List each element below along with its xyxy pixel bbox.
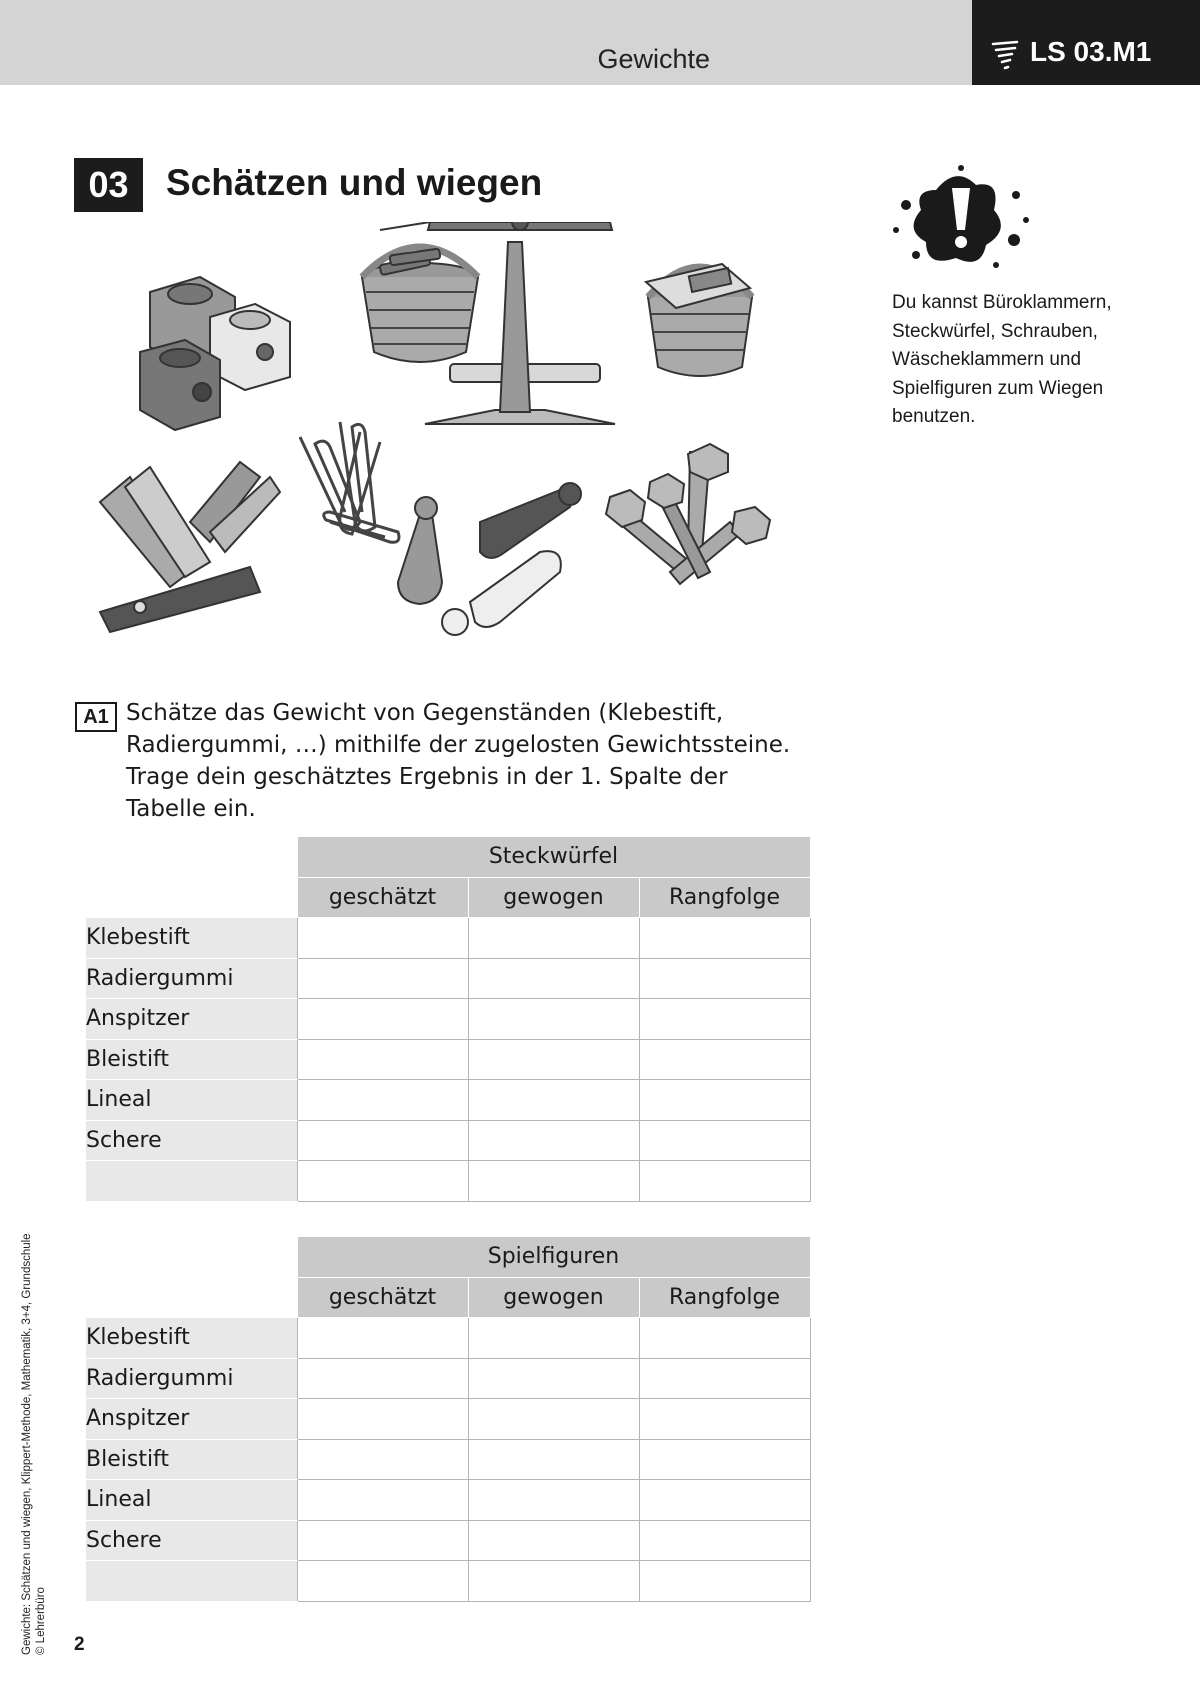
weighed-cell[interactable] bbox=[468, 1039, 639, 1080]
column-header: gewogen bbox=[468, 1277, 639, 1318]
table-row bbox=[86, 999, 810, 1040]
task-label: A1 bbox=[75, 702, 117, 732]
rank-cell[interactable] bbox=[639, 1358, 810, 1399]
steckwuerfel-table bbox=[86, 836, 811, 1202]
credit-line: Gewichte: Schätzen und wiegen, Klippert-Methode, Mathematik, 3+4, Grundschule bbox=[21, 1233, 33, 1655]
rank-cell[interactable] bbox=[639, 1120, 810, 1161]
header-code-box bbox=[972, 0, 1200, 85]
page-number: 2 bbox=[74, 1634, 85, 1655]
table-row bbox=[86, 1561, 810, 1602]
estimate-cell[interactable] bbox=[297, 1358, 468, 1399]
row-label: Schere bbox=[86, 1520, 297, 1561]
table-row bbox=[86, 1039, 810, 1080]
estimate-cell[interactable] bbox=[297, 1520, 468, 1561]
page-title: Schätzen und wiegen bbox=[166, 162, 543, 203]
weighed-cell[interactable] bbox=[468, 918, 639, 959]
rank-cell[interactable] bbox=[639, 1161, 810, 1202]
estimate-cell[interactable] bbox=[297, 1318, 468, 1359]
weighed-cell[interactable] bbox=[468, 999, 639, 1040]
estimate-cell[interactable] bbox=[297, 1439, 468, 1480]
rank-cell[interactable] bbox=[639, 1561, 810, 1602]
table-row bbox=[86, 918, 810, 959]
table-row bbox=[86, 1520, 810, 1561]
estimate-cell[interactable] bbox=[297, 958, 468, 999]
game-pieces-image bbox=[398, 483, 581, 635]
clothespins-image bbox=[100, 462, 280, 632]
weighed-cell[interactable] bbox=[468, 1358, 639, 1399]
rank-cell[interactable] bbox=[639, 1318, 810, 1359]
task-line: Tabelle ein. bbox=[126, 796, 256, 822]
cubes-image bbox=[140, 277, 290, 430]
weighed-cell[interactable] bbox=[468, 1120, 639, 1161]
row-label: Bleistift bbox=[86, 1439, 297, 1480]
rank-cell[interactable] bbox=[639, 1480, 810, 1521]
estimate-cell[interactable] bbox=[297, 999, 468, 1040]
exclamation-splat-icon bbox=[886, 160, 1036, 280]
weighed-cell[interactable] bbox=[468, 1439, 639, 1480]
task-line: Trage dein geschätztes Ergebnis in der 1. Spalte der bbox=[126, 764, 728, 790]
rank-cell[interactable] bbox=[639, 958, 810, 999]
row-label: Bleistift bbox=[86, 1039, 297, 1080]
balance-scale-image bbox=[362, 222, 752, 424]
estimate-cell[interactable] bbox=[297, 1561, 468, 1602]
section-number: 03 bbox=[74, 158, 143, 212]
rank-cell[interactable] bbox=[639, 1399, 810, 1440]
estimate-cell[interactable] bbox=[297, 1039, 468, 1080]
column-header: geschätzt bbox=[297, 1277, 468, 1318]
estimate-cell[interactable] bbox=[297, 1120, 468, 1161]
rank-cell[interactable] bbox=[639, 999, 810, 1040]
header-bar bbox=[0, 0, 972, 85]
hint-text: Du kannst Büroklammern, Steckwürfel, Schrauben, Wäscheklammern und Spielfiguren zum Wiegen benutzen. bbox=[892, 292, 1112, 427]
table-row bbox=[86, 1399, 810, 1440]
table-row bbox=[86, 1318, 810, 1359]
weighed-cell[interactable] bbox=[468, 1561, 639, 1602]
copyright-credit bbox=[20, 1233, 48, 1655]
row-label: Klebestift bbox=[86, 1318, 297, 1359]
table-row bbox=[86, 1358, 810, 1399]
weighed-cell[interactable] bbox=[468, 1318, 639, 1359]
estimate-cell[interactable] bbox=[297, 1080, 468, 1121]
table-row bbox=[86, 1120, 810, 1161]
screws-image bbox=[606, 444, 770, 584]
paperclips-image bbox=[300, 422, 399, 542]
rank-cell[interactable] bbox=[639, 918, 810, 959]
table-row bbox=[86, 1161, 810, 1202]
row-label: Radiergummi bbox=[86, 1358, 297, 1399]
task-instructions bbox=[126, 697, 846, 825]
row-label: Lineal bbox=[86, 1480, 297, 1521]
table-row bbox=[86, 1080, 810, 1121]
row-label-blank[interactable] bbox=[86, 1561, 297, 1602]
row-label: Lineal bbox=[86, 1080, 297, 1121]
spielfiguren-table bbox=[86, 1236, 811, 1602]
estimate-cell[interactable] bbox=[297, 1161, 468, 1202]
rank-cell[interactable] bbox=[639, 1520, 810, 1561]
lesson-code: LS 03.M1 bbox=[1030, 36, 1152, 67]
credit-line: © Lehrerbüro bbox=[35, 1587, 47, 1655]
row-label-blank[interactable] bbox=[86, 1161, 297, 1202]
table-group-header: Steckwürfel bbox=[297, 837, 810, 878]
table-row bbox=[86, 1439, 810, 1480]
table-group-header: Spielfiguren bbox=[297, 1237, 810, 1278]
weighed-cell[interactable] bbox=[468, 1161, 639, 1202]
rank-cell[interactable] bbox=[639, 1439, 810, 1480]
row-label: Radiergummi bbox=[86, 958, 297, 999]
table-row bbox=[86, 1480, 810, 1521]
row-label: Klebestift bbox=[86, 918, 297, 959]
column-header: geschätzt bbox=[297, 877, 468, 918]
task-line: Radiergummi, …) mithilfe der zugelosten Gewichtssteine. bbox=[126, 732, 791, 758]
weighed-cell[interactable] bbox=[468, 958, 639, 999]
weighed-cell[interactable] bbox=[468, 1399, 639, 1440]
estimate-cell[interactable] bbox=[297, 918, 468, 959]
weighing-objects-illustration bbox=[90, 222, 810, 682]
estimate-cell[interactable] bbox=[297, 1399, 468, 1440]
table-row bbox=[86, 958, 810, 999]
task-line: Schätze das Gewicht von Gegenständen (Klebestift, bbox=[126, 700, 724, 726]
weighed-cell[interactable] bbox=[468, 1080, 639, 1121]
row-label: Anspitzer bbox=[86, 999, 297, 1040]
row-label: Anspitzer bbox=[86, 1399, 297, 1440]
rank-cell[interactable] bbox=[639, 1039, 810, 1080]
weighed-cell[interactable] bbox=[468, 1480, 639, 1521]
row-label: Schere bbox=[86, 1120, 297, 1161]
column-header: Rangfolge bbox=[639, 877, 810, 918]
tornado-icon bbox=[990, 40, 1020, 72]
header-topic: Gewichte bbox=[597, 44, 710, 74]
weighed-cell[interactable] bbox=[468, 1520, 639, 1561]
estimate-cell[interactable] bbox=[297, 1480, 468, 1521]
rank-cell[interactable] bbox=[639, 1080, 810, 1121]
column-header: Rangfolge bbox=[639, 1277, 810, 1318]
column-header: gewogen bbox=[468, 877, 639, 918]
